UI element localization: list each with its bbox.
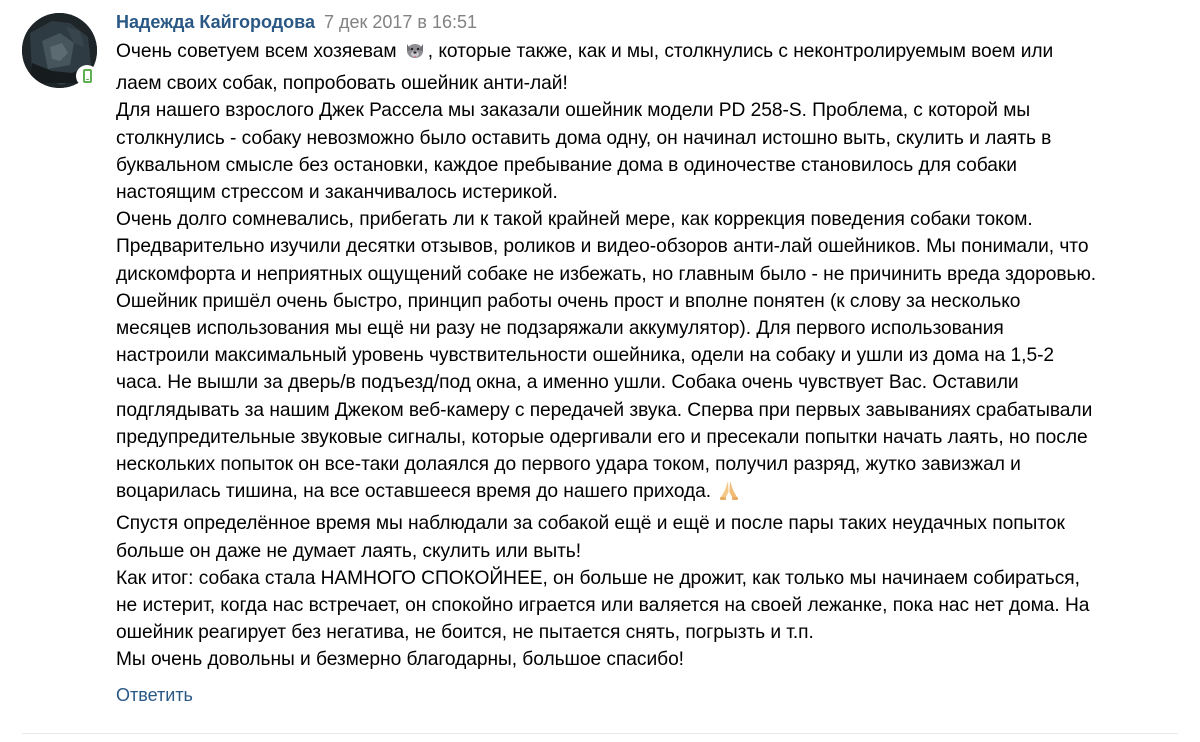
line-text: настоящим стрессом и заканчивалось истерикой. [116,182,558,204]
line-text: , которые также, как и мы, столкнулись с неконтролируемым воем или [427,41,1054,62]
comment-line [116,315,1176,342]
comment-date[interactable]: 7 дек 2017 в 16:51 [323,12,478,32]
divider [22,733,1178,734]
comment-line [116,538,1176,565]
dog-emoji [403,38,427,70]
comment-line [116,70,1176,97]
comment-line [116,97,1176,124]
line-text: нескольких попыток он все-таки долаялся до первого удара током, получил разряд, жутко завизжал и [116,454,1021,476]
comment-line [116,288,1176,315]
line-text: буквальном смысле без остановки, каждое пребывание дома в одиночестве становилось для собаки [116,154,1017,176]
line-text: предупредительные звуковые сигналы, которые одергивали его и пресекали попытки начать лаять, но после [116,426,1088,448]
comment-line [116,125,1176,152]
line-text: часа. Не вышли за дверь/в подъезд/под окна, а именно ушли. Собака очень чувствует Вас. Оставили [116,372,1019,394]
line-text: Спустя определённое время мы наблюдали за собакой ещё и ещё и после пары таких неудачных попыток [116,513,1065,535]
comment-line [116,342,1176,369]
line-text: Для нашего взрослого Джек Рассела мы заказали ошейник модели PD 258-S. Проблема, с которой мы [116,100,1031,122]
comment-line [116,424,1176,451]
line-text: Ошейник пришёл очень быстро, принцип работы очень прост и вполне понятен (к слову за несколько [116,290,1021,312]
folded-hands-emoji [717,478,741,510]
line-text: воцарилась тишина, на все оставшееся время до нашего прихода. [116,481,717,503]
comment-line [116,478,1176,510]
line-text: месяцев использования мы ещё ни разу не подзаряжали аккумулятор). Для первого использования [116,318,1004,340]
comment-line [116,233,1176,260]
line-text: лаем своих собак, попробовать ошейник анти-лай! [116,73,568,95]
comment-line [116,206,1176,233]
line-text: Очень советуем всем хозяевам [116,41,402,62]
line-text: подглядывать за нашим Джеком веб-камеру с передачей звука. Сперва при первых завываниях срабатывали [116,399,1093,421]
comment-line [116,179,1176,206]
comment-text [116,38,1176,674]
line-text: настроили максимальный уровень чувствительности ошейника, одели на собаку и ушли из дома на 1,5-2 [116,345,1055,367]
mobile-phone-icon [76,65,98,87]
comment-line [116,510,1176,537]
comment-line [116,152,1176,179]
comment-header [116,9,1176,36]
comment-line [116,565,1176,592]
line-text: Мы очень довольны и безмерно благодарны, большое спасибо! [116,649,684,671]
comment-line [116,646,1176,673]
line-text: Предварительно изучили десятки отзывов, роликов и видео-обзоров анти-лай ошейников. Мы понимали, что [116,236,1089,258]
comment-line [116,38,1176,70]
reply-link[interactable]: Ответить [116,684,193,705]
comment-line [116,397,1176,424]
line-text: Очень долго сомневались, прибегать ли к такой крайней мере, как коррекция поведения собаки током. [116,209,1033,231]
line-text: Как итог: собака стала НАМНОГО СПОКОЙНЕЕ, он больше не дрожит, как только мы начинаем собираться, [116,567,1080,589]
comment-line [116,261,1176,288]
author-name[interactable]: Надежда Кайгородова [116,12,315,32]
line-text: дискомфорта и неприятных ощущений собаке не избежать, но главным было - не причинить вреда здоровью. [116,263,1097,285]
comment-line [116,451,1176,478]
comment-body [116,9,1176,706]
line-text: ошейник реагирует без негатива, не боится, не пытается снять, погрызть и т.п. [116,622,814,644]
line-text: столкнулись - собаку невозможно было оставить дома одну, он начинал истошно выть, скулить и лаять в [116,127,1052,149]
comment-line [116,592,1176,619]
line-text: не истерит, когда нас встречает, он спокойно играется или валяется на своей лежанке, пока нас нет дома. На [116,595,1090,617]
comment-line [116,619,1176,646]
comment-line [116,369,1176,396]
line-text: больше он даже не думает лаять, скулить или выть! [116,540,582,562]
